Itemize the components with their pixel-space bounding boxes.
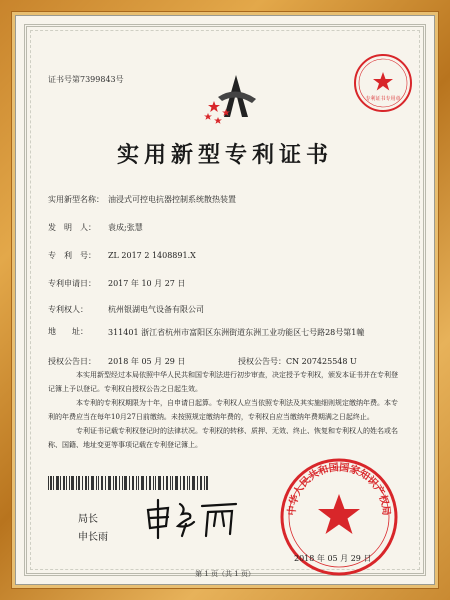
page-number: 第 1 页（共 1 页） xyxy=(195,570,255,578)
grant-date-value: 2018 年 05 月 29 日 xyxy=(108,357,186,366)
field-grant-date xyxy=(48,356,357,367)
grant-date-label: 授权公告日： xyxy=(48,357,96,366)
patent-number-label: 专 利 号： xyxy=(48,251,96,260)
signing-date: 2018 年 05 月 29 日 xyxy=(294,554,372,563)
svg-text:中华人民共和国国家知识产权局: 中华人民共和国国家知识产权局 xyxy=(286,462,392,517)
field-filing-date xyxy=(48,278,185,289)
certificate-title: 实用新型专利证书 xyxy=(116,142,333,168)
certificate-number: 证书号第7399843号 xyxy=(48,75,124,84)
top-official-seal xyxy=(352,52,414,114)
field-address xyxy=(48,326,368,339)
patentee-value: 杭州银湖电气设备有限公司 xyxy=(108,305,204,314)
inventor-label: 发 明 人： xyxy=(48,223,96,232)
field-patent-number xyxy=(48,250,196,261)
address-value: 311401 浙江省杭州市富阳区东洲街道东洲工业功能区七号路28号第1幢 xyxy=(108,328,365,337)
inventor-value: 袁成;张慧 xyxy=(108,223,143,232)
barcode-icon xyxy=(48,476,208,490)
filing-date-value: 2017 年 10 月 27 日 xyxy=(108,279,186,288)
gold-border xyxy=(11,11,439,589)
signature-title: 局长 xyxy=(78,514,98,525)
field-utility-model-name xyxy=(48,194,236,205)
signature-name: 申长雨 xyxy=(78,532,108,543)
body-paragraph-1: 本实用新型经过本局依照中华人民共和国专利法进行初步审查，决定授予专利权，颁发本证书并在专利登记簿上予以登记。专利权自授权公告之日起生效。 xyxy=(48,371,398,393)
name-label: 实用新型名称： xyxy=(48,195,104,204)
field-patentee xyxy=(48,304,204,315)
filing-date-label: 专利申请日： xyxy=(48,279,96,288)
address-label: 地 址： xyxy=(48,327,88,336)
certificate-body-text xyxy=(48,368,404,452)
svg-text:专利证书专用章: 专利证书专用章 xyxy=(365,96,401,102)
handwritten-signature xyxy=(142,496,242,540)
body-paragraph-3: 专利证书记载专利权登记时的法律状况。专利权的转移、质押、无效、终止、恢复和专利权人的姓名或名称、国籍、地址变更等事项记载在专利登记簿上。 xyxy=(48,427,398,449)
body-paragraph-2: 本专利的专利权期限为十年，自申请日起算。专利权人应当依照专利法及其实施细则规定缴纳年费。本专利的年费应当在每年10月27日前缴纳。未按照规定缴纳年费的，专利权自应当缴纳年费期满之日起终止。 xyxy=(48,399,398,421)
name-value: 油浸式可控电抗器控制系统散热装置 xyxy=(108,195,236,204)
patent-number-value: ZL 2017 2 1408891.X xyxy=(108,251,196,260)
grant-number-value: CN 207425548 U xyxy=(286,357,357,366)
certificate-paper xyxy=(15,15,435,585)
patent-office-emblem-icon xyxy=(196,71,276,131)
grant-number-label: 授权公告号： xyxy=(238,357,286,366)
patentee-label: 专利权人： xyxy=(48,305,88,314)
field-inventor xyxy=(48,222,143,233)
